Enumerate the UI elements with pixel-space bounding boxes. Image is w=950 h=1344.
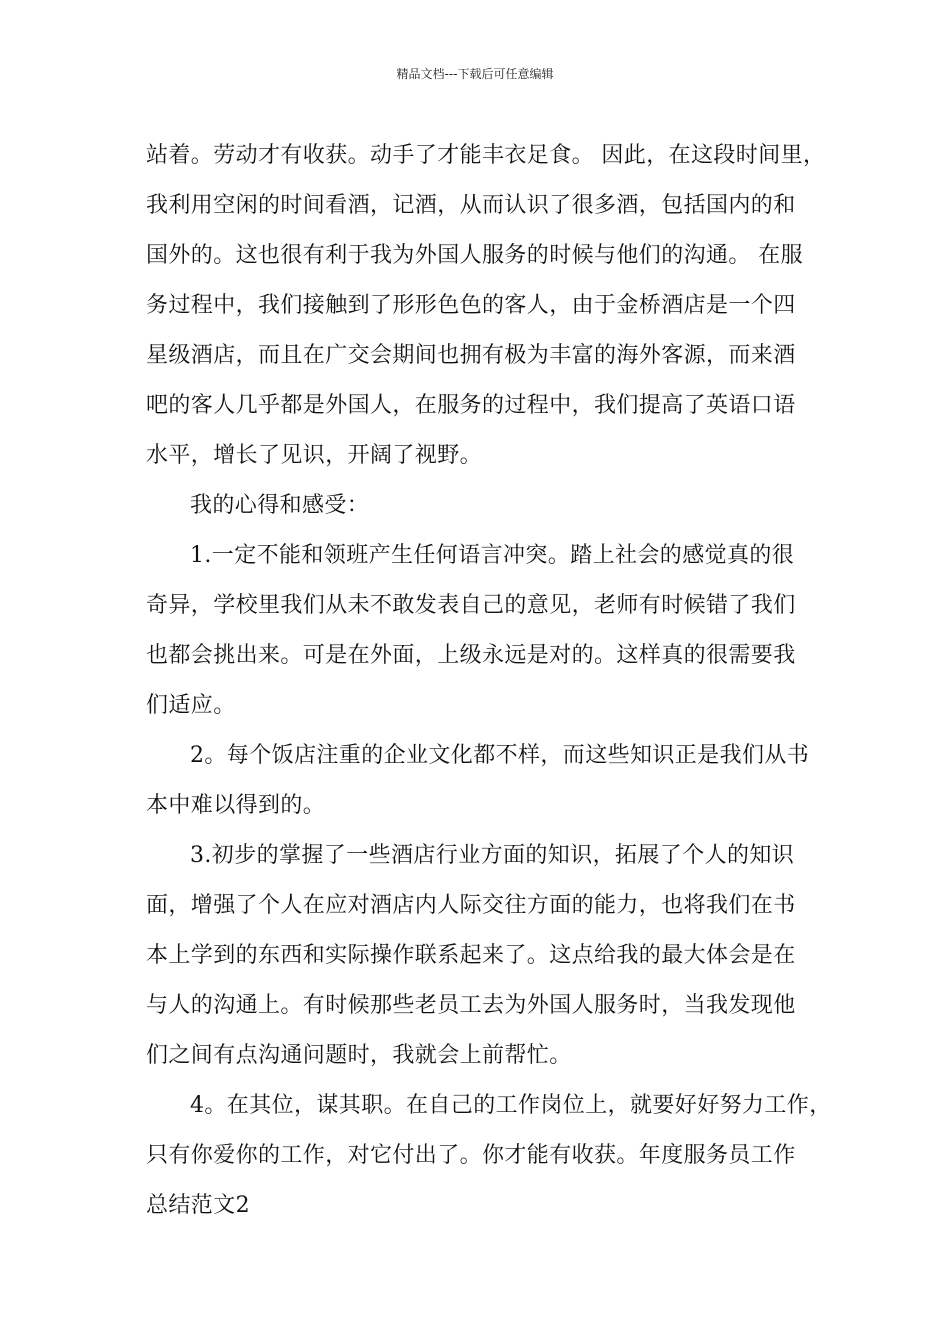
text-line: 国外的。这也很有利于我为外国人服务的时候与他们的沟通。 在服 [146, 243, 803, 268]
page-header: 精品文档---下载后可任意编辑 [396, 67, 554, 81]
text-line: 面，增强了个人在应对酒店内人际交往方面的能力，也将我们在书 [146, 893, 796, 918]
text-line: 3.初步的掌握了一些酒店行业方面的知识，拓展了个人的知识 [190, 843, 795, 868]
text-line: 本上学到的东西和实际操作联系起来了。这点给我的最大体会是在 [146, 943, 796, 968]
text-line: 奇异，学校里我们从未不敢发表自己的意见，老师有时候错了我们 [146, 593, 796, 618]
text-line: 们适应。 [146, 693, 236, 718]
text-line: 我利用空闲的时间看酒，记酒，从而认识了很多酒，包括国内的和 [146, 193, 796, 218]
document-body [146, 131, 832, 1231]
text-line: 吧的客人几乎都是外国人，在服务的过程中，我们提高了英语口语 [146, 393, 796, 418]
text-line: 4。在其位，谋其职。在自己的工作岗位上，就要好好努力工作， [190, 1093, 832, 1118]
text-line: 本中难以得到的。 [146, 793, 326, 818]
text-line: 务过程中，我们接触到了形形色色的客人，由于金桥酒店是一个四 [146, 293, 796, 318]
text-line: 们之间有点沟通问题时，我就会上前帮忙。 [146, 1043, 572, 1068]
text-line: 水平，增长了见识，开阔了视野。 [146, 443, 483, 468]
text-line: 只有你爱你的工作，对它付出了。你才能有收获。年度服务员工作 [146, 1143, 796, 1168]
text-line: 总结范文2 [146, 1193, 250, 1218]
text-line: 星级酒店，而且在广交会期间也拥有极为丰富的海外客源，而来酒 [146, 343, 796, 368]
section-heading: 我的心得和感受： [190, 493, 370, 518]
text-line: 站着。劳动才有收获。动手了才能丰衣足食。 因此，在这段时间里， [146, 143, 826, 168]
text-line: 也都会挑出来。可是在外面，上级永远是对的。这样真的很需要我 [146, 643, 796, 668]
text-line: 1.一定不能和领班产生任何语言冲突。踏上社会的感觉真的很 [190, 543, 795, 568]
text-line: 与人的沟通上。有时候那些老员工去为外国人服务时，当我发现他 [146, 993, 796, 1018]
text-line: 2。每个饭店注重的企业文化都不样，而这些知识正是我们从书 [190, 743, 810, 768]
